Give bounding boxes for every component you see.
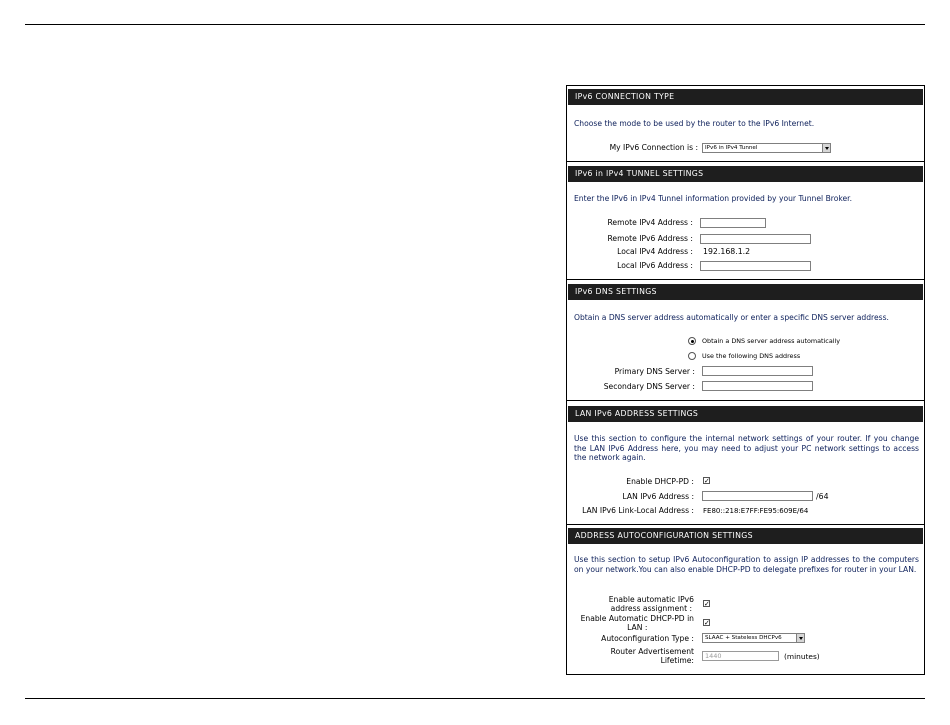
autoconf-title: ADDRESS AUTOCONFIGURATION SETTINGS (575, 531, 753, 540)
autoconf-type-select[interactable] (702, 633, 805, 643)
dns-auto-radio-label: Obtain a DNS server address automatically (702, 337, 841, 345)
enable-auto-assign-label (609, 596, 694, 613)
secondary-dns-label: Secondary DNS Server : (603, 382, 695, 391)
dns-title: IPv6 DNS SETTINGS (575, 287, 657, 296)
dns-intro: Obtain a DNS server address automatically or enter a specific DNS server address. (574, 313, 889, 322)
local-ipv4-value: 192.168.1.2 (703, 247, 751, 256)
primary-dns-input[interactable] (702, 366, 813, 376)
ra-lifetime-label-line1: Router Advertisement (610, 647, 694, 656)
local-ipv6-input[interactable] (700, 261, 811, 271)
lan-ipv6-input[interactable] (702, 491, 813, 501)
local-ipv6-label: Local IPv6 Address : (617, 261, 693, 270)
connection-type-intro: Choose the mode to be used by the router to the IPv6 Internet. (574, 119, 815, 128)
enable-auto-assign-label-line2: address assignment : (610, 603, 693, 613)
ra-lifetime-unit: (minutes) (784, 652, 820, 661)
connection-type-header (568, 89, 923, 105)
dhcp-pd-label: Enable DHCP-PD : (626, 477, 694, 486)
link-local-value: FE80::218:E7FF:FE95:609E/64 (703, 507, 809, 515)
bottom-divider (25, 698, 925, 699)
dns-manual-radio[interactable] (688, 352, 696, 360)
enable-auto-dhcppd-label (581, 615, 694, 632)
remote-ipv6-label: Remote IPv6 Address : (607, 234, 693, 243)
enable-auto-assign-label-line1: Enable automatic IPv6 (608, 595, 694, 604)
dns-auto-radio[interactable] (688, 337, 696, 345)
remote-ipv4-label: Remote IPv4 Address : (607, 218, 693, 227)
primary-dns-label: Primary DNS Server : (614, 367, 695, 376)
lan-ipv6-label: LAN IPv6 Address : (622, 492, 694, 501)
autoconf-type-label: Autoconfiguration Type : (601, 634, 694, 643)
tunnel-title: IPv6 in IPv4 TUNNEL SETTINGS (575, 169, 704, 178)
autoconf-header (568, 528, 923, 544)
lan-intro: Use this section to configure the internal network settings of your router. If you change the LAN IPv6 Address here, you may need to adjust your PC network settings to access the network again. (574, 434, 919, 462)
lan-header (568, 406, 923, 422)
remote-ipv6-input[interactable] (700, 234, 811, 244)
chevron-down-icon (822, 144, 830, 152)
lan-prefix-suffix: /64 (816, 492, 829, 501)
ra-lifetime-label (611, 648, 694, 665)
section-divider (567, 161, 924, 162)
dns-manual-radio-label: Use the following DNS address (702, 352, 801, 360)
tunnel-header (568, 166, 923, 182)
ra-lifetime-label-line2: Lifetime: (660, 655, 694, 665)
enable-auto-dhcppd-checkbox[interactable]: ✓ (704, 619, 710, 627)
chevron-down-icon (796, 634, 804, 642)
my-connection-label: My IPv6 Connection is : (609, 143, 698, 152)
tunnel-intro: Enter the IPv6 in IPv4 Tunnel information provided by your Tunnel Broker. (574, 194, 853, 203)
autoconf-type-selected: SLAAC + Stateless DHCPv6 (705, 635, 782, 641)
autoconf-intro: Use this section to setup IPv6 Autoconfiguration to assign IP addresses to the computers on your network.You can also enable DHCP-PD to delegate prefixes for router in your LAN. (574, 555, 919, 574)
lan-title: LAN IPv6 ADDRESS SETTINGS (575, 409, 699, 418)
secondary-dns-input[interactable] (702, 381, 813, 391)
connection-type-title: IPv6 CONNECTION TYPE (575, 92, 675, 101)
dns-header (568, 284, 923, 300)
local-ipv4-label: Local IPv4 Address : (617, 247, 693, 256)
link-local-label: LAN IPv6 Link-Local Address : (582, 506, 694, 515)
ipv6-settings-panel (566, 85, 925, 675)
ra-lifetime-input[interactable]: 1440 (702, 651, 779, 661)
enable-auto-dhcppd-label-line1: Enable Automatic DHCP-PD in (580, 614, 694, 623)
dhcp-pd-checkbox[interactable]: ✓ (704, 477, 710, 485)
enable-auto-dhcppd-label-line2: LAN : (627, 622, 648, 632)
section-divider (567, 400, 924, 401)
enable-auto-assign-checkbox[interactable]: ✓ (704, 600, 710, 608)
connection-type-selected: IPv6 in IPv4 Tunnel (705, 145, 758, 151)
remote-ipv4-input[interactable] (700, 218, 766, 228)
top-divider (25, 24, 925, 25)
section-divider (567, 279, 924, 280)
section-divider (567, 524, 924, 525)
connection-type-select[interactable] (702, 143, 831, 153)
